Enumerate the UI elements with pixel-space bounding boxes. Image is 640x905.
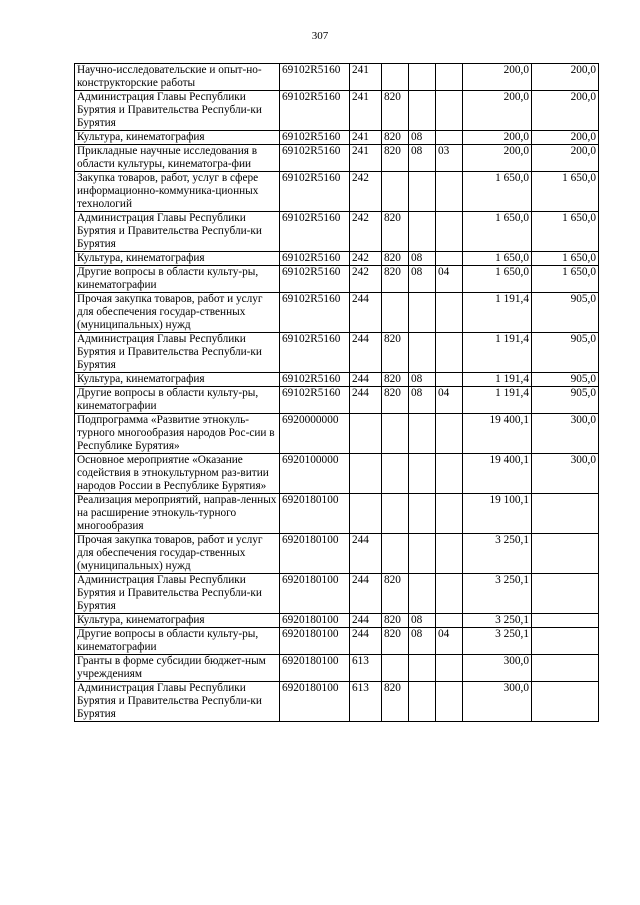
amount-1-cell: 1 650,0 — [463, 252, 532, 266]
page-number: 307 — [311, 30, 329, 42]
row-name-cell: Администрация Главы Республики Бурятия и Правительства Республи-ки Бурятия — [75, 574, 280, 614]
amount-2-cell: 1 650,0 — [532, 172, 599, 212]
amount-2-cell: 1 650,0 — [532, 212, 599, 252]
row-name-cell: Прочая закупка товаров, работ и услуг для обеспечения государ-ственных (муниципальных) нужд — [75, 293, 280, 333]
amount-2-cell: 200,0 — [532, 145, 599, 172]
expense-type-cell — [350, 494, 382, 534]
row-name-cell: Администрация Главы Республики Бурятия и Правительства Республи-ки Бурятия — [75, 212, 280, 252]
department-cell: 820 — [382, 266, 409, 293]
section-cell — [409, 64, 436, 91]
budget-code-cell: 69102R5160 — [280, 172, 350, 212]
amount-1-cell: 300,0 — [463, 655, 532, 682]
amount-1-cell: 19 100,1 — [463, 494, 532, 534]
section-cell — [409, 655, 436, 682]
department-cell: 820 — [382, 145, 409, 172]
department-cell: 820 — [382, 373, 409, 387]
amount-1-cell: 1 191,4 — [463, 293, 532, 333]
table-row — [75, 387, 599, 414]
amount-1-cell: 200,0 — [463, 91, 532, 131]
section-cell — [409, 682, 436, 722]
section-cell — [409, 91, 436, 131]
amount-1-cell: 1 650,0 — [463, 266, 532, 293]
budget-code-cell: 69102R5160 — [280, 333, 350, 373]
row-name-cell: Прочая закупка товаров, работ и услуг для обеспечения государ-ственных (муниципальных) нужд — [75, 534, 280, 574]
table-row — [75, 454, 599, 494]
subsection-cell — [436, 682, 463, 722]
table-row — [75, 373, 599, 387]
department-cell — [382, 414, 409, 454]
amount-2-cell — [532, 494, 599, 534]
expense-type-cell: 244 — [350, 574, 382, 614]
amount-1-cell: 3 250,1 — [463, 614, 532, 628]
row-name-cell: Другие вопросы в области культу-ры, кинематографии — [75, 628, 280, 655]
row-name-cell: Администрация Главы Республики Бурятия и Правительства Республи-ки Бурятия — [75, 333, 280, 373]
table-row — [75, 574, 599, 614]
budget-code-cell: 69102R5160 — [280, 266, 350, 293]
amount-1-cell: 1 650,0 — [463, 212, 532, 252]
department-cell — [382, 534, 409, 574]
row-name-cell: Культура, кинематография — [75, 131, 280, 145]
department-cell: 820 — [382, 574, 409, 614]
section-cell: 08 — [409, 252, 436, 266]
budget-code-cell: 6920180100 — [280, 614, 350, 628]
expense-type-cell: 241 — [350, 131, 382, 145]
department-cell: 820 — [382, 91, 409, 131]
expense-type-cell: 244 — [350, 534, 382, 574]
expense-type-cell: 242 — [350, 212, 382, 252]
budget-code-cell: 69102R5160 — [280, 293, 350, 333]
expense-type-cell: 244 — [350, 293, 382, 333]
table-row — [75, 293, 599, 333]
department-cell: 820 — [382, 252, 409, 266]
amount-2-cell: 200,0 — [532, 64, 599, 91]
section-cell — [409, 172, 436, 212]
expense-type-cell — [350, 414, 382, 454]
amount-1-cell: 3 250,1 — [463, 628, 532, 655]
budget-code-cell: 69102R5160 — [280, 64, 350, 91]
budget-code-cell: 6920000000 — [280, 414, 350, 454]
table-row — [75, 212, 599, 252]
amount-1-cell: 200,0 — [463, 64, 532, 91]
amount-1-cell: 1 191,4 — [463, 387, 532, 414]
budget-code-cell: 6920100000 — [280, 454, 350, 494]
table-row — [75, 91, 599, 131]
table-row — [75, 252, 599, 266]
department-cell: 820 — [382, 628, 409, 655]
subsection-cell — [436, 212, 463, 252]
department-cell: 820 — [382, 614, 409, 628]
amount-1-cell: 1 191,4 — [463, 333, 532, 373]
subsection-cell — [436, 414, 463, 454]
expense-type-cell: 241 — [350, 91, 382, 131]
budget-code-cell: 69102R5160 — [280, 145, 350, 172]
amount-2-cell: 905,0 — [532, 387, 599, 414]
budget-code-cell: 69102R5160 — [280, 131, 350, 145]
subsection-cell — [436, 494, 463, 534]
row-name-cell: Культура, кинематография — [75, 614, 280, 628]
expense-type-cell: 613 — [350, 655, 382, 682]
amount-1-cell: 1 650,0 — [463, 172, 532, 212]
department-cell — [382, 64, 409, 91]
budget-code-cell: 69102R5160 — [280, 373, 350, 387]
section-cell — [409, 212, 436, 252]
table-row — [75, 614, 599, 628]
department-cell — [382, 293, 409, 333]
expense-type-cell: 242 — [350, 252, 382, 266]
amount-2-cell — [532, 655, 599, 682]
section-cell — [409, 494, 436, 534]
subsection-cell — [436, 333, 463, 373]
table-row — [75, 266, 599, 293]
subsection-cell — [436, 293, 463, 333]
section-cell: 08 — [409, 373, 436, 387]
budget-code-cell: 69102R5160 — [280, 212, 350, 252]
section-cell: 08 — [409, 145, 436, 172]
table-row — [75, 64, 599, 91]
section-cell: 08 — [409, 266, 436, 293]
department-cell — [382, 172, 409, 212]
section-cell: 08 — [409, 131, 436, 145]
department-cell: 820 — [382, 212, 409, 252]
department-cell — [382, 454, 409, 494]
section-cell — [409, 293, 436, 333]
amount-2-cell: 200,0 — [532, 91, 599, 131]
amount-1-cell: 200,0 — [463, 145, 532, 172]
subsection-cell — [436, 172, 463, 212]
row-name-cell: Научно-исследовательские и опыт-но-конструкторские работы — [75, 64, 280, 91]
row-name-cell: Прикладные научные исследования в области культуры, кинематогра-фии — [75, 145, 280, 172]
section-cell — [409, 333, 436, 373]
table-row — [75, 682, 599, 722]
section-cell — [409, 574, 436, 614]
section-cell — [409, 534, 436, 574]
subsection-cell — [436, 373, 463, 387]
row-name-cell: Другие вопросы в области культу-ры, кинематографии — [75, 266, 280, 293]
budget-table — [74, 63, 599, 722]
department-cell: 820 — [382, 131, 409, 145]
subsection-cell — [436, 454, 463, 494]
amount-2-cell: 905,0 — [532, 373, 599, 387]
row-name-cell: Культура, кинематография — [75, 252, 280, 266]
expense-type-cell: 244 — [350, 333, 382, 373]
amount-1-cell: 3 250,1 — [463, 534, 532, 574]
subsection-cell — [436, 252, 463, 266]
amount-2-cell — [532, 614, 599, 628]
subsection-cell — [436, 534, 463, 574]
expense-type-cell: 242 — [350, 266, 382, 293]
budget-code-cell: 6920180100 — [280, 628, 350, 655]
amount-2-cell: 1 650,0 — [532, 266, 599, 293]
section-cell: 08 — [409, 614, 436, 628]
subsection-cell — [436, 91, 463, 131]
table-row — [75, 145, 599, 172]
amount-2-cell — [532, 682, 599, 722]
expense-type-cell: 613 — [350, 682, 382, 722]
section-cell — [409, 414, 436, 454]
table-row — [75, 494, 599, 534]
expense-type-cell: 244 — [350, 614, 382, 628]
amount-2-cell — [532, 534, 599, 574]
department-cell — [382, 655, 409, 682]
amount-2-cell: 300,0 — [532, 454, 599, 494]
amount-2-cell: 300,0 — [532, 414, 599, 454]
amount-1-cell: 1 191,4 — [463, 373, 532, 387]
table-row — [75, 655, 599, 682]
amount-2-cell: 1 650,0 — [532, 252, 599, 266]
amount-1-cell: 19 400,1 — [463, 414, 532, 454]
row-name-cell: Закупка товаров, работ, услуг в сфере информационно-коммуника-ционных технологий — [75, 172, 280, 212]
section-cell: 08 — [409, 628, 436, 655]
amount-2-cell: 905,0 — [532, 293, 599, 333]
subsection-cell: 04 — [436, 628, 463, 655]
table-row — [75, 534, 599, 574]
amount-1-cell: 3 250,1 — [463, 574, 532, 614]
row-name-cell: Другие вопросы в области культу-ры, кинематографии — [75, 387, 280, 414]
row-name-cell: Реализация мероприятий, направ-ленных на расширение этнокуль-турного многообразия — [75, 494, 280, 534]
expense-type-cell: 244 — [350, 628, 382, 655]
subsection-cell: 04 — [436, 266, 463, 293]
row-name-cell: Гранты в форме субсидии бюджет-ным учреждениям — [75, 655, 280, 682]
expense-type-cell: 244 — [350, 387, 382, 414]
table-row — [75, 333, 599, 373]
subsection-cell — [436, 64, 463, 91]
budget-code-cell: 6920180100 — [280, 534, 350, 574]
amount-1-cell: 200,0 — [463, 131, 532, 145]
table-row — [75, 131, 599, 145]
expense-type-cell: 241 — [350, 145, 382, 172]
amount-2-cell: 905,0 — [532, 333, 599, 373]
expense-type-cell: 242 — [350, 172, 382, 212]
table-row — [75, 628, 599, 655]
budget-code-cell: 6920180100 — [280, 574, 350, 614]
table-row — [75, 172, 599, 212]
subsection-cell: 03 — [436, 145, 463, 172]
row-name-cell: Подпрограмма «Развитие этнокуль-турного многообразия народов Рос-сии в Республике Бурятия» — [75, 414, 280, 454]
amount-2-cell: 200,0 — [532, 131, 599, 145]
budget-code-cell: 6920180100 — [280, 655, 350, 682]
department-cell — [382, 494, 409, 534]
table-row — [75, 414, 599, 454]
subsection-cell — [436, 655, 463, 682]
section-cell: 08 — [409, 387, 436, 414]
budget-code-cell: 69102R5160 — [280, 252, 350, 266]
department-cell: 820 — [382, 387, 409, 414]
expense-type-cell: 241 — [350, 64, 382, 91]
section-cell — [409, 454, 436, 494]
row-name-cell: Администрация Главы Республики Бурятия и Правительства Республи-ки Бурятия — [75, 91, 280, 131]
amount-2-cell — [532, 628, 599, 655]
amount-2-cell — [532, 574, 599, 614]
budget-code-cell: 6920180100 — [280, 494, 350, 534]
row-name-cell: Администрация Главы Республики Бурятия и Правительства Республи-ки Бурятия — [75, 682, 280, 722]
department-cell: 820 — [382, 682, 409, 722]
expense-type-cell: 244 — [350, 373, 382, 387]
department-cell: 820 — [382, 333, 409, 373]
row-name-cell: Основное мероприятие «Оказание содействия в этнокультурном раз-витии народов России в Республике Бурятия» — [75, 454, 280, 494]
budget-code-cell: 6920180100 — [280, 682, 350, 722]
subsection-cell — [436, 614, 463, 628]
expense-type-cell — [350, 454, 382, 494]
subsection-cell: 04 — [436, 387, 463, 414]
subsection-cell — [436, 131, 463, 145]
amount-1-cell: 300,0 — [463, 682, 532, 722]
budget-code-cell: 69102R5160 — [280, 387, 350, 414]
subsection-cell — [436, 574, 463, 614]
budget-code-cell: 69102R5160 — [280, 91, 350, 131]
row-name-cell: Культура, кинематография — [75, 373, 280, 387]
amount-1-cell: 19 400,1 — [463, 454, 532, 494]
